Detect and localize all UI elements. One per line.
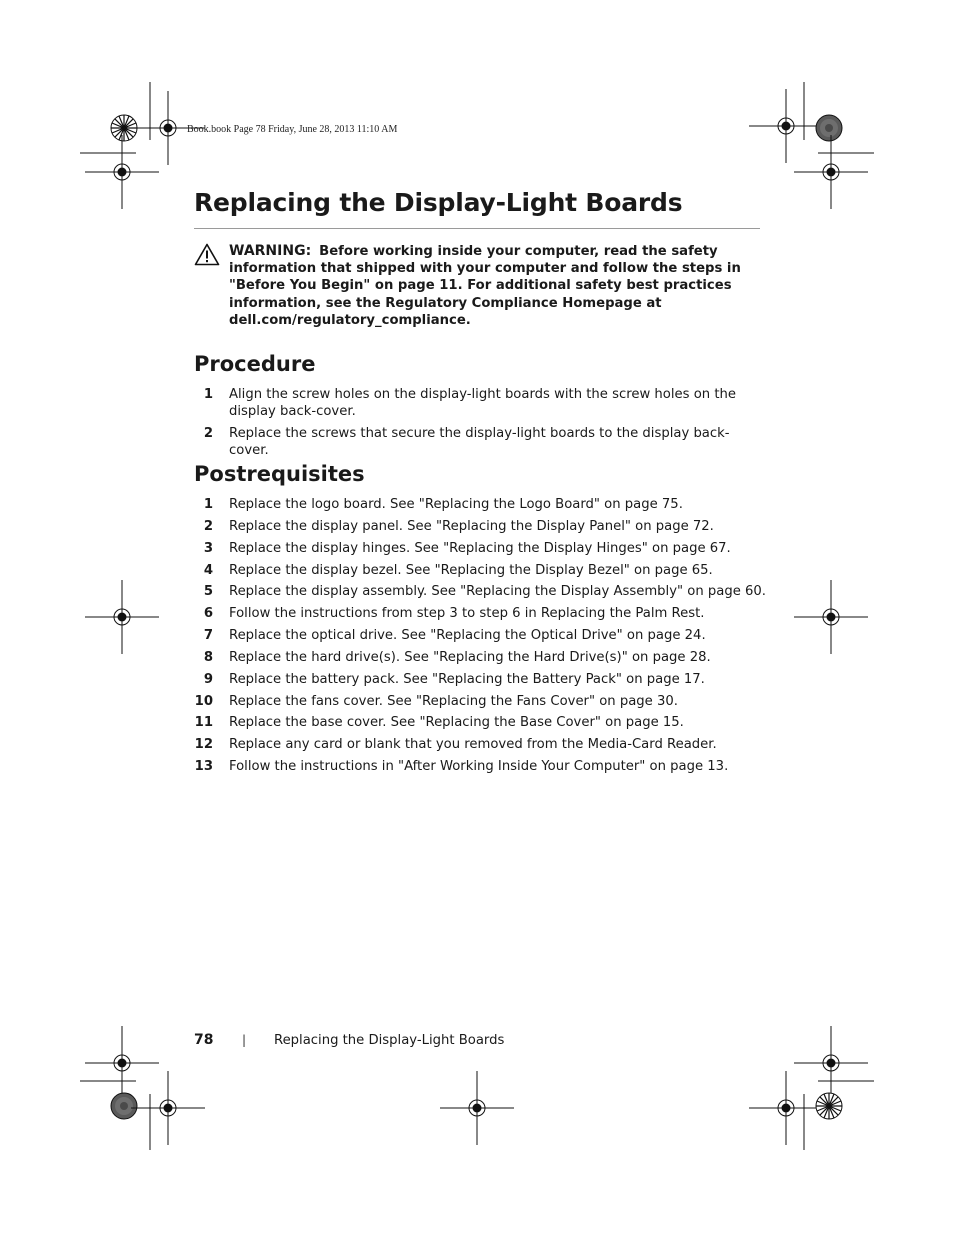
procedure-heading: Procedure: [194, 352, 316, 376]
list-item: [194, 671, 764, 693]
crosshair-registration-mark-icon: [131, 1071, 205, 1145]
crosshair-registration-mark-icon: [749, 89, 823, 163]
list-item: [194, 562, 764, 584]
step-text: Replace the display assembly. See "Replacing the Display Assembly" on page 60.: [229, 584, 766, 600]
solid-registration-disc-icon: [111, 1093, 137, 1119]
list-item: [194, 583, 764, 605]
list-item: [194, 496, 764, 518]
list-item: [194, 386, 764, 420]
step-text: Replace the logo board. See "Replacing the Logo Board" on page 75.: [229, 497, 683, 512]
step-text: Replace the fans cover. See "Replacing the Fans Cover" on page 30.: [229, 693, 678, 709]
step-number: 2: [203, 425, 213, 441]
procedure-steps: [194, 386, 764, 463]
warning-body: Before working inside your computer, read the safety information that shipped with your computer and follow the steps in "Before You Begin" on page 11. For additional safety best practices information, see the Regulatory Compliance Homepage at dell.com/regulatory_compliance.: [229, 244, 741, 328]
print-file-info: Book.book Page 78 Friday, June 28, 2013 11:10 AM: [187, 124, 398, 135]
crosshair-registration-mark-icon: [749, 1071, 823, 1145]
list-item: [194, 736, 764, 758]
warning-triangle-icon: [194, 243, 220, 266]
crosshair-registration-mark-icon: [440, 1071, 514, 1145]
crosshair-registration-mark-icon: [794, 580, 868, 654]
list-item: [194, 518, 764, 540]
list-item: [194, 540, 764, 562]
step-number: 7: [203, 628, 213, 644]
step-number: 10: [194, 693, 213, 709]
step-text: Replace the display hinges. See "Replacing the Display Hinges" on page 67.: [229, 540, 731, 556]
crosshair-registration-mark-icon: [794, 1026, 868, 1100]
step-number: 4: [203, 562, 213, 578]
crosshair-registration-mark-icon: [794, 135, 868, 209]
page-title: Replacing the Display-Light Boards: [194, 188, 683, 217]
postrequisites-steps: [194, 496, 764, 780]
footer-separator: |: [242, 1033, 247, 1047]
crosshair-registration-mark-icon: [85, 135, 159, 209]
step-text: Replace the display bezel. See "Replacing the Display Bezel" on page 65.: [229, 562, 713, 578]
step-number: 9: [203, 671, 213, 687]
warning-label: WARNING:: [229, 243, 312, 259]
step-number: 8: [203, 649, 213, 665]
step-text: Replace the base cover. See "Replacing the Base Cover" on page 15.: [229, 715, 684, 731]
crosshair-registration-mark-icon: [85, 580, 159, 654]
step-number: 5: [203, 584, 213, 600]
sunburst-registration-mark-icon: [816, 1093, 842, 1119]
step-text: Follow the instructions in "After Working Inside Your Computer" on page 13.: [229, 759, 729, 775]
step-text: Align the screw holes on the display-light boards with the screw holes on the display back-cover.: [229, 387, 736, 419]
step-text: Replace the display panel. See "Replacing the Display Panel" on page 72.: [229, 518, 714, 534]
step-text: Replace the battery pack. See "Replacing the Battery Pack" on page 17.: [229, 671, 705, 687]
list-item: [194, 649, 764, 671]
step-number: 13: [194, 759, 213, 775]
step-text: Follow the instructions from step 3 to step 6 in Replacing the Palm Rest.: [229, 606, 705, 622]
list-item: [194, 425, 764, 459]
list-item: [194, 627, 764, 649]
step-number: 3: [203, 540, 213, 556]
step-number: 12: [194, 737, 213, 753]
warning-box: [194, 243, 760, 329]
list-item: [194, 605, 764, 627]
list-item: [194, 714, 764, 736]
step-number: 11: [194, 715, 213, 731]
footer-title: Replacing the Display-Light Boards: [274, 1033, 505, 1048]
page-number: 78: [194, 1032, 214, 1048]
title-divider: [194, 228, 760, 229]
solid-registration-disc-icon: [816, 115, 842, 141]
step-number: 1: [203, 497, 213, 512]
step-text: Replace the optical drive. See "Replacing the Optical Drive" on page 24.: [229, 628, 706, 644]
list-item: [194, 693, 764, 715]
postrequisites-heading: Postrequisites: [194, 462, 365, 486]
step-text: Replace the hard drive(s). See "Replacing the Hard Drive(s)" on page 28.: [229, 649, 711, 665]
step-number: 6: [203, 606, 213, 622]
step-text: Replace any card or blank that you removed from the Media-Card Reader.: [229, 737, 717, 753]
step-number: 1: [203, 387, 213, 402]
step-text: Replace the screws that secure the display-light boards to the display back-cover.: [229, 425, 730, 458]
step-number: 2: [203, 518, 213, 534]
warning-text-block: [229, 243, 760, 329]
list-item: [194, 758, 764, 780]
crosshair-registration-mark-icon: [85, 1026, 159, 1100]
